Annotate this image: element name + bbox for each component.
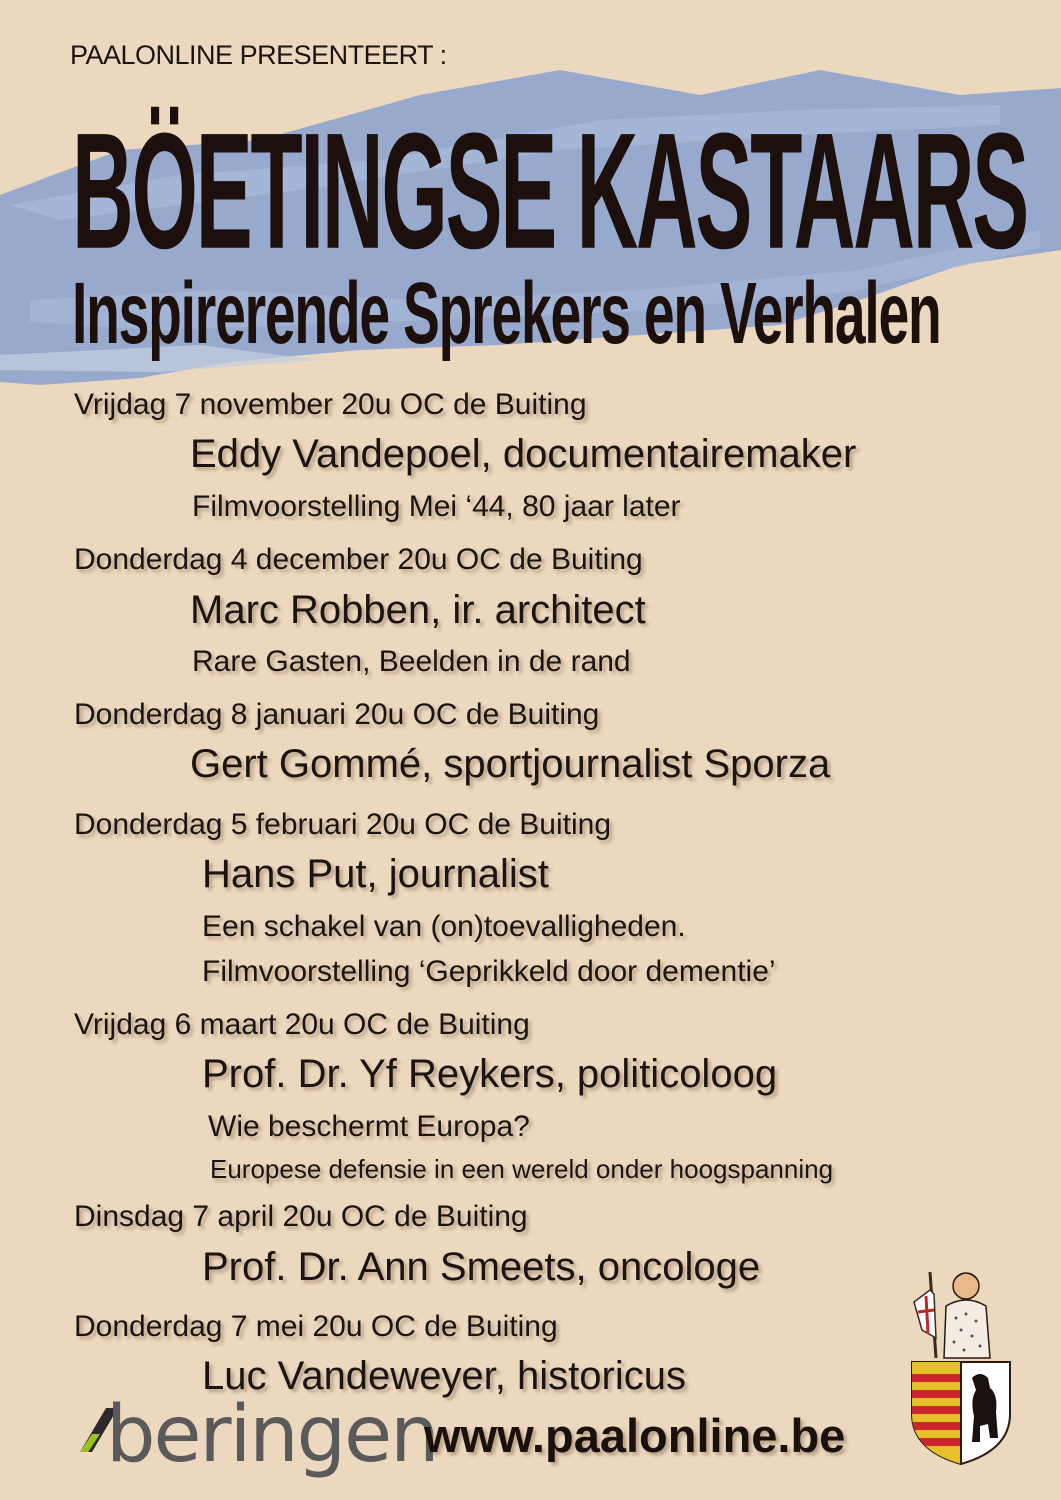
event-speaker: Luc Vandeweyer, historicus <box>202 1354 686 1398</box>
event-speaker: Eddy Vandepoel, documentairemaker <box>190 432 857 476</box>
presenter-label: PAALONLINE PRESENTEERT : <box>70 40 447 70</box>
event-topic: Europese defensie in een wereld onder hoogspanning <box>210 1154 834 1184</box>
event-speaker: Prof. Dr. Yf Reykers, politicoloog <box>202 1052 778 1096</box>
page-subtitle: Inspirerende Sprekers en Verhalen <box>72 265 941 363</box>
event-speaker: Gert Gommé, sportjournalist Sporza <box>190 742 831 786</box>
event-topic: Filmvoorstelling ‘Geprikkeld door dementie’ <box>202 955 776 988</box>
event-topic: Een schakel van (on)toevalligheden. <box>202 910 686 943</box>
website-url[interactable]: www.paalonline.be <box>424 1409 846 1462</box>
event-topic: Filmvoorstelling Mei ‘44, 80 jaar later <box>192 490 681 523</box>
event-speaker: Prof. Dr. Ann Smeets, oncologe <box>202 1245 761 1289</box>
event-speaker: Marc Robben, ir. architect <box>190 588 646 632</box>
event-date: Donderdag 7 mei 20u OC de Buiting <box>74 1310 558 1343</box>
event-date: Vrijdag 6 maart 20u OC de Buiting <box>74 1008 530 1041</box>
event-date: Donderdag 4 december 20u OC de Buiting <box>74 543 643 576</box>
event-date: Dinsdag 7 april 20u OC de Buiting <box>74 1200 528 1233</box>
event-date: Donderdag 5 februari 20u OC de Buiting <box>74 808 612 841</box>
coat-of-arms-icon <box>906 1266 1016 1466</box>
page-title: BÖETINGSE KASTAARS <box>72 98 1027 283</box>
event-topic: Rare Gasten, Beelden in de rand <box>192 645 631 678</box>
beringen-logo-text: beringen <box>106 1390 438 1480</box>
beringen-logo <box>78 1390 438 1480</box>
event-speaker: Hans Put, journalist <box>202 852 549 896</box>
event-date: Vrijdag 7 november 20u OC de Buiting <box>74 388 587 421</box>
event-topic: Wie beschermt Europa? <box>208 1110 530 1143</box>
event-date: Donderdag 8 januari 20u OC de Buiting <box>74 698 600 731</box>
